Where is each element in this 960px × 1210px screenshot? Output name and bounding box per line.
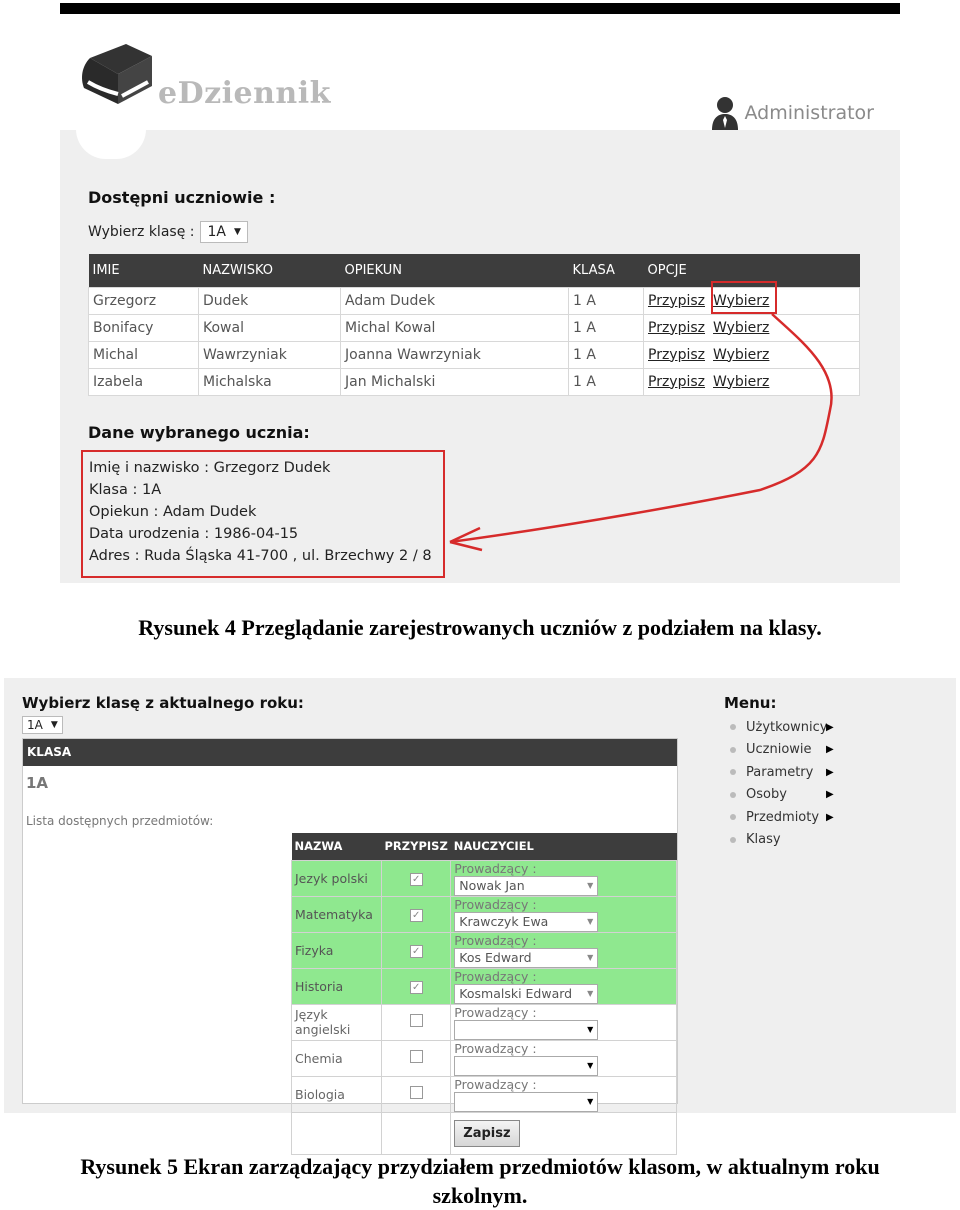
top-bar	[60, 3, 900, 14]
teacher-cell	[451, 1040, 677, 1076]
cell-guardian: Jan Michalski	[341, 368, 569, 395]
teacher-select[interactable]	[454, 948, 598, 968]
column-header: OPCJE	[644, 254, 860, 287]
column-header: NAUCZYCIEL	[451, 833, 677, 860]
subject-name: Fizyka	[292, 932, 382, 968]
teacher-cell	[451, 968, 677, 1004]
select-link[interactable]: Wybierz	[713, 373, 770, 390]
teacher-select-value: Kosmalski Edward	[459, 986, 573, 1001]
bullet-icon	[730, 724, 736, 730]
assign-checkbox[interactable]: ✓	[410, 981, 423, 994]
class-select-wrapper	[22, 714, 63, 734]
teacher-select[interactable]	[454, 984, 598, 1004]
cell-last-name: Kowal	[199, 314, 341, 341]
caret-right-icon: ▶	[826, 721, 834, 733]
teacher-cell	[451, 932, 677, 968]
menu-item-label: Parametry	[746, 764, 814, 780]
subject-name: Jezyk polski	[292, 860, 382, 896]
teacher-cell	[451, 1004, 677, 1040]
class-select-heading: Wybierz klasę z aktualnego roku:	[22, 694, 304, 712]
figure-4-screenshot	[60, 0, 900, 583]
teacher-select-value: Krawczyk Ewa	[459, 914, 549, 929]
cell-class: 1 A	[569, 341, 644, 368]
assign-checkbox[interactable]: ✓	[410, 945, 423, 958]
class-select-value: 1A	[27, 718, 43, 732]
subject-name: Matematyka	[292, 896, 382, 932]
assign-checkbox[interactable]	[410, 1050, 423, 1063]
menu-item-label: Uczniowie	[746, 742, 812, 758]
assign-cell	[382, 1076, 451, 1112]
table-row	[292, 860, 677, 896]
menu-item-subjects[interactable]	[724, 806, 944, 829]
cell-first-name: Bonifacy	[89, 314, 199, 341]
menu-item-persons[interactable]	[724, 784, 944, 807]
chevron-down-icon: ▼	[587, 917, 594, 926]
table-row	[292, 968, 677, 1004]
teacher-label: Prowadzący :	[454, 1076, 537, 1092]
class-select-label: Wybierz klasę :	[88, 224, 195, 240]
teacher-select[interactable]	[454, 876, 598, 896]
caret-right-icon: ▶	[826, 789, 834, 801]
chevron-down-icon: ▼	[587, 881, 594, 890]
teacher-cell	[451, 860, 677, 896]
assign-cell	[382, 860, 451, 896]
annotation-arrow	[60, 130, 900, 583]
detail-birthdate: Data urodzenia : 1986-04-15	[89, 526, 299, 542]
assign-cell	[382, 1004, 451, 1040]
cell-first-name: Grzegorz	[89, 287, 199, 314]
students-heading: Dostępni uczniowie :	[88, 188, 276, 207]
class-select-value: 1A	[207, 224, 226, 240]
assign-link[interactable]: Przypisz	[648, 373, 706, 390]
chevron-down-icon: ▼	[587, 1061, 594, 1070]
assign-cell	[382, 968, 451, 1004]
cell-last-name: Wawrzyniak	[199, 341, 341, 368]
menu-title: Menu:	[724, 694, 777, 712]
assign-checkbox[interactable]	[410, 1086, 423, 1099]
cell-last-name: Michalska	[199, 368, 341, 395]
teacher-cell	[451, 1076, 677, 1112]
side-menu	[724, 694, 944, 851]
cell-guardian: Michal Kowal	[341, 314, 569, 341]
class-panel-header: KLASA	[23, 739, 677, 766]
cell-first-name: Izabela	[89, 368, 199, 395]
figure-5-caption	[0, 1152, 960, 1210]
column-header: PRZYPISZ	[382, 833, 451, 860]
chevron-down-icon: ▼	[50, 720, 58, 730]
subjects-label: Lista dostępnych przedmiotów:	[26, 814, 214, 828]
teacher-select[interactable]	[454, 1056, 598, 1076]
subject-name: Biologia	[292, 1076, 382, 1112]
content-panel	[60, 130, 900, 583]
figure-5-screenshot	[4, 678, 956, 1141]
teacher-label: Prowadzący :	[454, 968, 537, 984]
teacher-label: Prowadzący :	[454, 896, 537, 912]
table-row	[292, 1040, 677, 1076]
column-header: KLASA	[569, 254, 644, 287]
figure-4-caption: Rysunek 4 Przeglądanie zarejestrowanych uczniów z podziałem na klasy.	[138, 615, 822, 640]
app-title: eDziennik	[158, 76, 331, 111]
cell-first-name: Michal	[89, 341, 199, 368]
assign-checkbox[interactable]: ✓	[410, 873, 423, 886]
detail-guardian: Opiekun : Adam Dudek	[89, 504, 257, 520]
empty-cell	[292, 1112, 382, 1154]
bullet-icon	[730, 769, 736, 775]
subject-name: Historia	[292, 968, 382, 1004]
column-header: OPIEKUN	[341, 254, 569, 287]
menu-item-label: Klasy	[746, 832, 781, 848]
save-cell	[451, 1112, 677, 1154]
subjects-table	[291, 833, 677, 1155]
assign-cell	[382, 1040, 451, 1076]
empty-cell	[382, 1112, 451, 1154]
menu-item-students[interactable]	[724, 739, 944, 762]
cell-class: 1 A	[569, 368, 644, 395]
table-row	[292, 1112, 677, 1154]
assign-link[interactable]: Przypisz	[648, 346, 706, 363]
menu-item-label: Użytkownicy	[746, 719, 828, 735]
chevron-down-icon: ▼	[587, 989, 594, 998]
subject-name: Chemia	[292, 1040, 382, 1076]
teacher-label: Prowadzący :	[454, 932, 537, 948]
column-header: NAZWA	[292, 833, 382, 860]
chevron-down-icon: ▼	[587, 1025, 594, 1034]
select-link[interactable]: Wybierz	[713, 292, 770, 309]
bullet-icon	[730, 792, 736, 798]
table-row	[292, 1004, 677, 1040]
menu-item-label: Osoby	[746, 787, 787, 803]
assign-checkbox[interactable]: ✓	[410, 909, 423, 922]
bullet-icon	[730, 814, 736, 820]
teacher-select[interactable]	[454, 1020, 598, 1040]
table-row	[292, 932, 677, 968]
menu-item-classes[interactable]	[724, 829, 944, 852]
class-value: 1A	[26, 774, 49, 792]
figure-5-caption-line-2: szkolnym.	[432, 1183, 528, 1208]
book-logo-icon	[78, 38, 156, 108]
cell-class: 1 A	[569, 287, 644, 314]
column-header: NAZWISKO	[199, 254, 341, 287]
select-link[interactable]: Wybierz	[713, 346, 770, 363]
menu-item-label: Przedmioty	[746, 809, 820, 825]
menu-item-users[interactable]	[724, 716, 944, 739]
table-row	[292, 896, 677, 932]
cell-class: 1 A	[569, 314, 644, 341]
cell-last-name: Dudek	[199, 287, 341, 314]
chevron-down-icon: ▼	[233, 227, 241, 237]
details-heading: Dane wybranego ucznia:	[88, 423, 310, 442]
teacher-select-value: Nowak Jan	[459, 878, 525, 893]
bullet-icon	[730, 747, 736, 753]
class-select[interactable]	[22, 716, 63, 734]
assign-cell	[382, 932, 451, 968]
app-header	[60, 14, 900, 130]
user-icon	[710, 96, 740, 130]
detail-name: Imię i nazwisko : Grzegorz Dudek	[89, 460, 331, 476]
teacher-cell	[451, 896, 677, 932]
assign-link[interactable]: Przypisz	[648, 292, 706, 309]
chevron-down-icon: ▼	[587, 953, 594, 962]
chevron-down-icon: ▼	[587, 1097, 594, 1106]
assign-cell	[382, 896, 451, 932]
user-menu[interactable]	[710, 96, 874, 130]
subject-name: Język angielski	[292, 1004, 382, 1040]
assign-link[interactable]: Przypisz	[648, 319, 706, 336]
column-header: IMIE	[89, 254, 199, 287]
teacher-select-value: Kos Edward	[459, 950, 532, 965]
teacher-label: Prowadzący :	[454, 1004, 537, 1020]
cell-guardian: Adam Dudek	[341, 287, 569, 314]
teacher-label: Prowadzący :	[454, 1040, 537, 1056]
detail-address: Adres : Ruda Śląska 41-700 , ul. Brzechwy 2 / 8	[89, 548, 432, 564]
save-button[interactable]: Zapisz	[454, 1120, 519, 1147]
caret-right-icon: ▶	[826, 744, 834, 756]
detail-class: Klasa : 1A	[89, 482, 162, 498]
caret-right-icon: ▶	[826, 766, 834, 778]
teacher-select[interactable]	[454, 912, 598, 932]
caret-right-icon: ▶	[826, 811, 834, 823]
assign-checkbox[interactable]	[410, 1014, 423, 1027]
select-link[interactable]: Wybierz	[713, 319, 770, 336]
cell-guardian: Joanna Wawrzyniak	[341, 341, 569, 368]
figure-5-caption-line-1: Rysunek 5 Ekran zarządzający przydziałem przedmiotów klasom, w aktualnym roku	[80, 1154, 880, 1179]
teacher-label: Prowadzący :	[454, 860, 537, 876]
class-panel	[22, 738, 678, 1141]
table-row	[292, 1076, 677, 1112]
teacher-select[interactable]	[454, 1092, 598, 1112]
bullet-icon	[730, 837, 736, 843]
menu-item-parameters[interactable]	[724, 761, 944, 784]
user-label: Administrator	[744, 102, 874, 124]
